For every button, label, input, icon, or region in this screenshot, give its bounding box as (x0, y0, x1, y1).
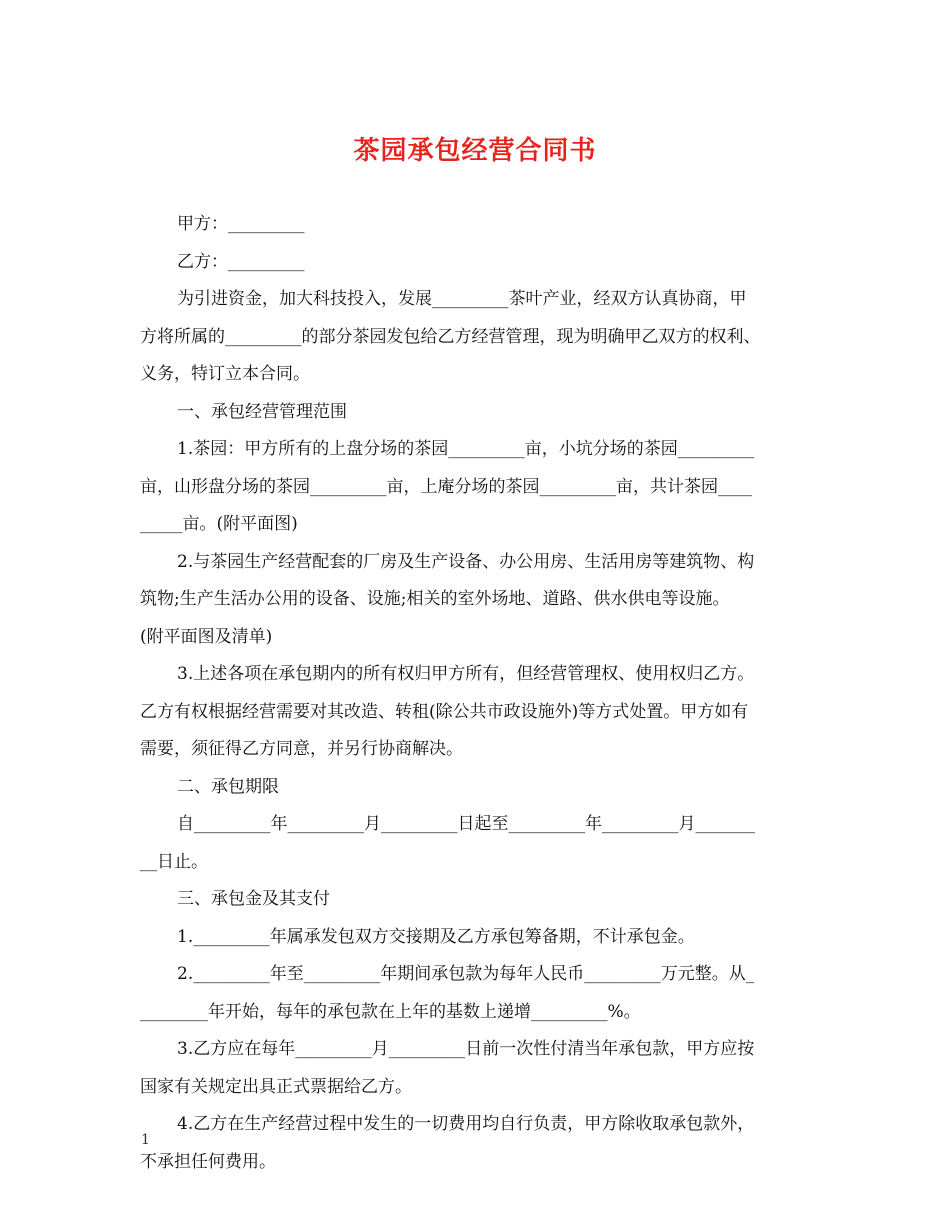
document-line: 筑物;生产生活办公用的设备、设施;相关的室外场地、道路、供水供电等设施。 (140, 589, 730, 609)
document-line: 方将所属的_________的部分茶园发包给乙方经营管理，现为明确甲乙双方的权利、 (140, 326, 761, 347)
document-line: 乙方有权根据经营需要对其改造、转租(除公共市政设施外)等方式处置。甲方如有 (140, 701, 749, 722)
document-line: 为引进资金，加大科技投入，发展_________茶叶产业，经双方认真协商，甲 (177, 289, 747, 309)
document-line: 1._________年属承发包双方交接期及乙方承包筹备期，不计承包金。 (177, 926, 695, 947)
document-line: ________年开始，每年的承包款在上年的基数上递增_________%。 (140, 1001, 641, 1022)
document-line: 4.乙方在生产经营过程中发生的一切费用均自行负责，甲方除收取承包款外， (177, 1114, 755, 1134)
document-line: 2._________年至_________年期间承包款为每年人民币_________万元整。从_ (177, 964, 755, 984)
document-line: 不承担任何费用。 (140, 1151, 276, 1172)
document-line: 乙方：_________ (177, 251, 305, 272)
document-line: 2.与茶园生产经营配套的厂房及生产设备、办公用房、生活用房等建筑物、构 (177, 551, 755, 572)
document-line: 3.乙方应在每年_________月_________日前一次性付清当年承包款，甲方应按 (177, 1039, 755, 1059)
document-line: 三、承包金及其支付 (177, 889, 330, 909)
document-line: _____亩。(附平面图) (140, 514, 298, 534)
document-line: 需要，须征得乙方同意，并另行协商解决。 (140, 739, 463, 759)
document-body (140, 206, 812, 1181)
document-line: 义务，特订立本合同。 (140, 364, 310, 384)
document-line: 亩，山形盘分场的茶园_________亩，上庵分场的茶园_________亩，共计茶园____ (140, 476, 752, 497)
document-line: 二、承包期限 (177, 776, 279, 797)
page-number: 1 (141, 1132, 150, 1148)
document-line: __日止。 (140, 851, 208, 872)
document-title: 茶园承包经营合同书 (353, 136, 597, 166)
document-line: 一、承包经营管理范围 (177, 401, 347, 422)
document-line: 自_________年_________月_________日起至_________年_________月_______ (177, 814, 755, 834)
document-line: (附平面图及清单) (140, 626, 273, 647)
document-line: 3.上述各项在承包期内的所有权归甲方所有，但经营管理权、使用权归乙方。 (177, 664, 755, 684)
document-line: 甲方：_________ (177, 214, 305, 234)
document-line: 1.茶园：甲方所有的上盘分场的茶园_________亩，小坑分场的茶园_________ (177, 439, 755, 459)
document-line: 国家有关规定出具正式票据给乙方。 (140, 1076, 412, 1097)
